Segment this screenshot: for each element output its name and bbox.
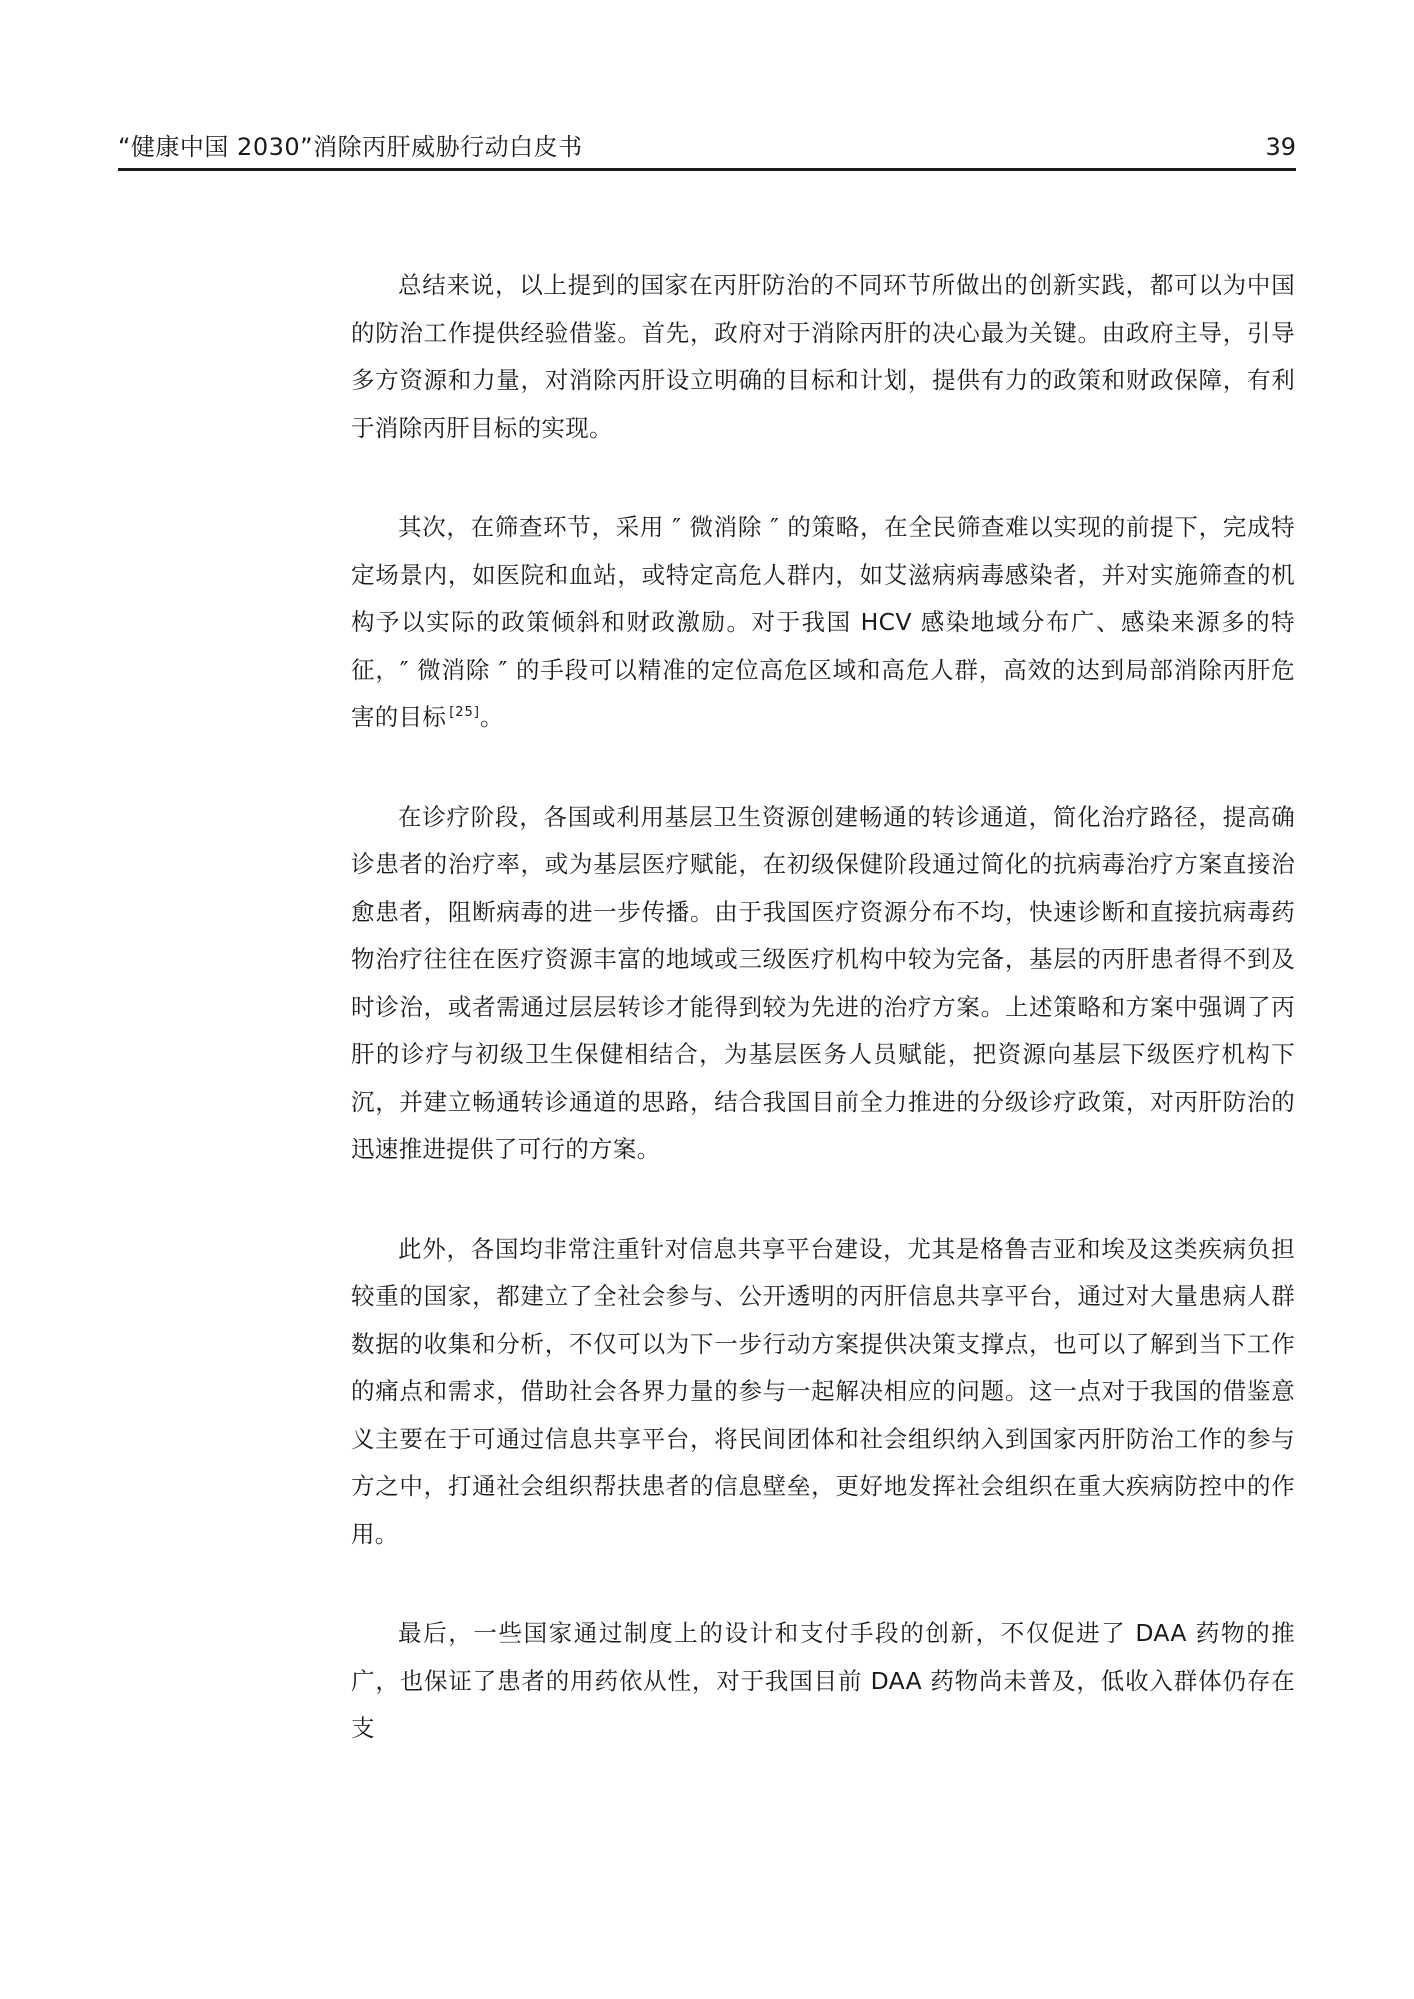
paragraph-finally — [351, 1610, 1295, 1753]
header-divider — [118, 168, 1296, 171]
paragraph-text: 此外，各国均非常注重针对信息共享平台建设，尤其是格鲁吉亚和埃及这类疾病负担较重的国家，都建立了全社会参与、公开透明的丙肝信息共享平台，通过对大量患病人群数据的收集和分析，不仅可以为下一步行动方案提供决策支撑点，也可以了解到当下工作的痛点和需求，借助社会各界力量的参与一起解决相应的问题。这一点对于我国的借鉴意义主要在于可通过信息共享平台，将民间团体和社会组织纳入到国家丙肝防治工作的参与方之中，打通社会组织帮扶患者的信息壁垒，更好地发挥社会组织在重大疾病防控中的作用。 — [351, 1234, 1295, 1548]
page-header — [118, 128, 1296, 166]
paragraph-text: 在诊疗阶段，各国或利用基层卫生资源创建畅通的转诊通道，简化治疗路径，提高确诊患者的治疗率，或为基层医疗赋能，在初级保健阶段通过简化的抗病毒治疗方案直接治愈患者，阻断病毒的进一步传播。由于我国医疗资源分布不均，快速诊断和直接抗病毒药物治疗往往在医疗资源丰富的地域或三级医疗机构中较为完备，基层的丙肝患者得不到及时诊治，或者需通过层层转诊才能得到较为先进的治疗方案。上述策略和方案中强调了丙肝的诊疗与初级卫生保健相结合，为基层医务人员赋能，把资源向基层下级医疗机构下沉，并建立畅通转诊通道的思路，结合我国目前全力推进的分级诊疗政策，对丙肝防治的迅速推进提供了可行的方案。 — [351, 802, 1295, 1163]
paragraph-text: 其次，在筛查环节，采用 ″ 微消除 ″ 的策略，在全民筛查难以实现的前提下，完成特定场景内，如医院和血站，或特定高危人群内，如艾滋病病毒感染者，并对实施筛查的机构予以实际的政策倾斜和财政激励。对于我国 HCV 感染地域分布广、感染来源多的特征，″ 微消除 ″ 的手段可以精准的定位高危区域和高危人群，高效的达到局部消除丙肝危害的目标 — [351, 513, 1295, 731]
paragraph-tail: 。 — [479, 703, 504, 731]
paragraph-diagnosis-treatment — [351, 794, 1295, 1174]
paragraph-text: 最后，一些国家通过制度上的设计和支付手段的创新，不仅促进了 DAA 药物的推广，也保证了患者的用药依从性，对于我国目前 DAA 药物尚未普及，低收入群体仍存在支 — [351, 1619, 1295, 1742]
paragraph-summary — [351, 262, 1295, 452]
body-text — [351, 262, 1295, 1805]
paragraph-screening — [351, 504, 1295, 742]
header-title: “健康中国 2030”消除丙肝威胁行动白皮书 — [118, 133, 583, 161]
paragraph-information-sharing — [351, 1226, 1295, 1559]
page-number: 39 — [1265, 133, 1296, 161]
paragraph-text: 总结来说，以上提到的国家在丙肝防治的不同环节所做出的创新实践，都可以为中国的防治工作提供经验借鉴。首先，政府对于消除丙肝的决心最为关键。由政府主导，引导多方资源和力量，对消除丙肝设立明确的目标和计划，提供有力的政策和财政保障，有利于消除丙肝目标的实现。 — [351, 271, 1295, 442]
citation-reference[interactable]: [25] — [449, 705, 480, 720]
